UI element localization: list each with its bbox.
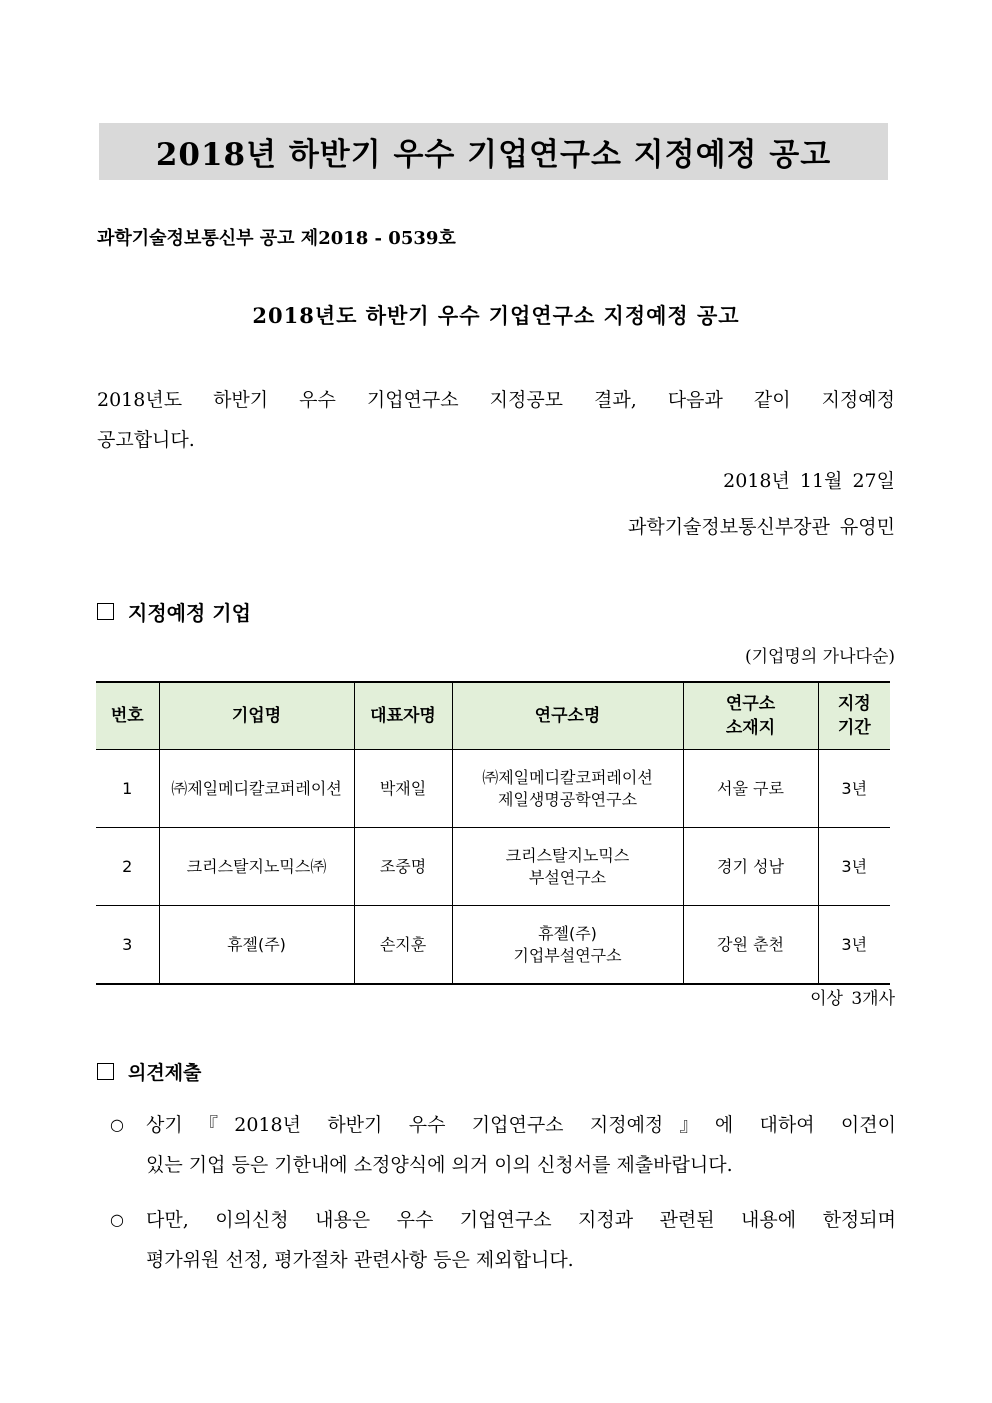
section-heading: 지정예정 기업 [128,601,251,625]
bullet-line-1: 상기『2018년 하반기 우수 기업연구소 지정예정』에 대하여 이견이 [146,1114,896,1136]
circle-bullet-icon: ○ [110,1115,124,1134]
section-designated-companies [97,597,251,626]
lab-line-2: 부설연구소 [528,867,607,887]
header-period [818,682,890,750]
intro-paragraph [97,380,895,460]
opinion-bullet-2 [110,1200,896,1280]
cell-lab-name [452,828,683,906]
cell-period: 3년 [818,906,890,985]
header-no: 번호 [96,682,159,750]
cell-location: 서울 구로 [683,750,818,828]
sort-note: (기업명의 가나다순) [744,647,895,667]
cell-company: ㈜제일메디칼코퍼레이션 [159,750,354,828]
cell-period: 3년 [818,828,890,906]
bullet-line-2: 있는 기업 등은 기한내에 소정양식에 의거 이의 신청서를 제출바랍니다. [146,1154,733,1176]
lab-line-1: 크리스탈지노믹스 [505,845,630,865]
cell-location: 강원 춘천 [683,906,818,985]
notice-date: 2018년 11월 27일 [723,470,895,492]
bullet-text [146,1105,896,1185]
company-total: 이상 3개사 [810,989,895,1009]
cell-location: 경기 성남 [683,828,818,906]
square-bullet-icon [97,603,114,620]
cell-company: 크리스탈지노믹스㈜ [159,828,354,906]
header-location-line2: 소재지 [725,718,776,738]
designated-companies-table [96,681,890,985]
section-heading: 의견제출 [128,1062,202,1084]
notice-subtitle: 2018년도 하반기 우수 기업연구소 지정예정 공고 [252,303,740,328]
bullet-line-1: 다만, 이의신청 내용은 우수 기업연구소 지정과 관련된 내용에 한정되며 [146,1209,896,1231]
cell-lab-name [452,906,683,985]
lab-line-2: 기업부설연구소 [513,945,622,965]
bullet-text [146,1200,896,1280]
square-bullet-icon [97,1063,114,1080]
document-title: 2018년 하반기 우수 기업연구소 지정예정 공고 [155,137,832,173]
notice-signer: 과학기술정보통신부장관 유영민 [628,516,895,538]
cell-ceo: 조중명 [354,828,452,906]
cell-no: 3 [96,906,159,985]
lab-line-2: 제일생명공학연구소 [497,789,638,809]
header-location [683,682,818,750]
intro-line-2: 공고합니다. [97,429,195,451]
header-company: 기업명 [159,682,354,750]
cell-no: 1 [96,750,159,828]
header-ceo: 대표자명 [354,682,452,750]
cell-lab-name [452,750,683,828]
intro-line-1: 2018년도 하반기 우수 기업연구소 지정공모 결과, 다음과 같이 지정예정 [97,389,895,411]
cell-period: 3년 [818,750,890,828]
table-row [96,750,890,828]
header-lab-name: 연구소명 [452,682,683,750]
opinion-bullet-1 [110,1105,896,1185]
cell-ceo: 손지훈 [354,906,452,985]
bullet-line-2: 평가위원 선정, 평가절차 관련사항 등은 제외합니다. [146,1249,574,1271]
table-row [96,828,890,906]
cell-no: 2 [96,828,159,906]
cell-ceo: 박재일 [354,750,452,828]
section-opinion-submission [97,1058,201,1085]
lab-line-1: 휴젤(주) [538,923,597,943]
lab-line-1: ㈜제일메디칼코퍼레이션 [482,767,653,787]
notice-number: 과학기술정보통신부 공고 제2018 - 0539호 [97,228,456,249]
circle-bullet-icon: ○ [110,1210,124,1229]
table-header-row [96,682,890,750]
header-location-line1: 연구소 [725,694,776,714]
document-title-banner [99,123,888,180]
table-row [96,906,890,985]
header-period-line1: 지정 [837,694,871,714]
cell-company: 휴젤(주) [159,906,354,985]
header-period-line2: 기간 [837,718,871,738]
